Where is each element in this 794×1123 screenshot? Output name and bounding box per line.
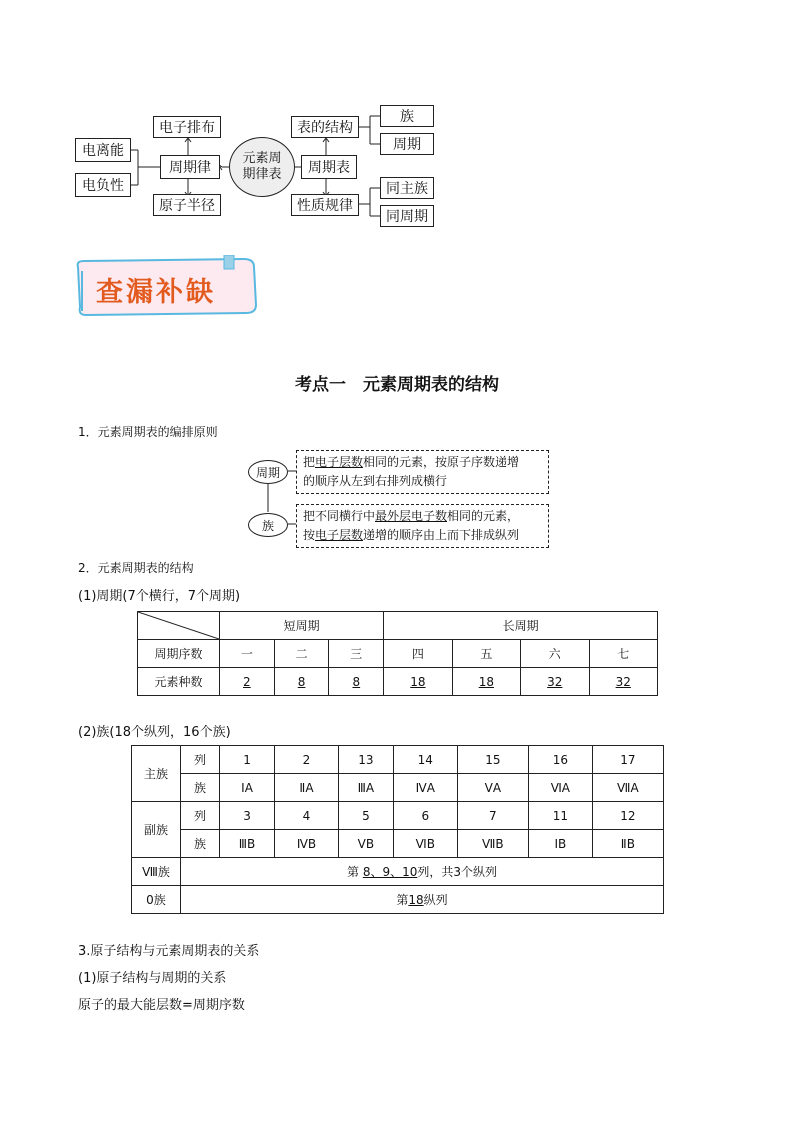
sub-group-col-row bbox=[132, 802, 664, 830]
period-number-row bbox=[138, 640, 658, 668]
main-col-cell: 14 bbox=[393, 746, 457, 774]
period-table-diagonal-cell bbox=[138, 612, 220, 640]
heading-structure-relation: 3.原子结构与元素周期表的关系 bbox=[78, 944, 260, 959]
element-count-cell bbox=[384, 668, 452, 696]
period-number-cell: 三 bbox=[329, 640, 384, 668]
period-number-cell: 二 bbox=[274, 640, 329, 668]
group-table bbox=[131, 745, 664, 914]
element-count-value: 8 bbox=[297, 674, 306, 689]
period-number-cell: 一 bbox=[220, 640, 275, 668]
section-title: 考点一 元素周期表的结构 bbox=[295, 375, 499, 395]
main-col-cell: 17 bbox=[592, 746, 663, 774]
mindmap-node-periodic-law: 周期律 bbox=[160, 155, 220, 179]
main-group-cell: ⅤA bbox=[457, 774, 528, 802]
heading-table-structure: 2．元素周期表的结构 bbox=[78, 561, 194, 575]
group-oval: 族 bbox=[248, 513, 288, 537]
main-group-cell: ⅡA bbox=[275, 774, 339, 802]
mindmap-node-table-structure: 表的结构 bbox=[291, 116, 359, 138]
mindmap-leaf-same-group: 同主族 bbox=[380, 177, 434, 199]
mindmap-center-node bbox=[229, 137, 295, 197]
element-count-row bbox=[138, 668, 658, 696]
diagonal-line bbox=[138, 612, 219, 639]
period-number-cell: 五 bbox=[452, 640, 520, 668]
group-zero-pre: 第 bbox=[396, 893, 409, 907]
heading-arrangement-principle: 1．元素周期表的编排原则 bbox=[78, 425, 218, 439]
mindmap-node-ionization-energy: 电离能 bbox=[75, 138, 131, 162]
mindmap-leaf-group: 族 bbox=[380, 105, 434, 127]
period-intro: (1)周期(7个横行，7个周期) bbox=[78, 589, 241, 604]
banner-title: 查漏补缺 bbox=[96, 277, 216, 308]
main-group-cell: ⅥA bbox=[528, 774, 592, 802]
sub-group-cell: ⅤB bbox=[338, 830, 393, 858]
col-label: 列 bbox=[181, 746, 220, 774]
mindmap-node-electronegativity: 电负性 bbox=[75, 173, 131, 197]
main-group-cell: ⅣA bbox=[393, 774, 457, 802]
sub-col-cell: 11 bbox=[528, 802, 592, 830]
group-viii-label: Ⅷ族 bbox=[132, 858, 181, 886]
group-viii-pre: 第 bbox=[346, 865, 363, 879]
group-rule-underlined-1: 最外层电子数 bbox=[375, 509, 448, 523]
group-zero-desc bbox=[181, 886, 664, 914]
mindmap-node-electron-config: 电子排布 bbox=[153, 116, 221, 138]
group-zero-post: 纵列 bbox=[423, 893, 448, 907]
group-label: 族 bbox=[181, 774, 220, 802]
sub-col-cell: 6 bbox=[393, 802, 457, 830]
group-rule-underlined-2: 电子层数 bbox=[315, 528, 364, 542]
period-number-cell: 六 bbox=[521, 640, 589, 668]
sub-col-cell: 7 bbox=[457, 802, 528, 830]
group-zero-row bbox=[132, 886, 664, 914]
element-count-value: 32 bbox=[547, 674, 563, 689]
group-label: 族 bbox=[181, 830, 220, 858]
sub-group-name-row bbox=[132, 830, 664, 858]
main-group-name-row bbox=[132, 774, 664, 802]
group-zero-column: 18 bbox=[408, 893, 424, 907]
sub-group-cell: ⅣB bbox=[275, 830, 339, 858]
sub-group-cell: ⅢB bbox=[220, 830, 275, 858]
mindmap-node-periodic-table: 周期表 bbox=[301, 155, 357, 179]
element-count-label: 元素种数 bbox=[138, 668, 220, 696]
main-group-label: 主族 bbox=[132, 746, 181, 802]
element-count-value: 2 bbox=[243, 674, 251, 689]
group-rule-line2: 递增的顺序由上而下排成纵列 bbox=[363, 528, 520, 542]
period-table-header-row bbox=[138, 612, 658, 640]
subheading-structure-period: (1)原子结构与周期的关系 bbox=[78, 971, 227, 986]
period-number-cell: 七 bbox=[589, 640, 657, 668]
group-viii-post: 列，共3个纵列 bbox=[417, 865, 497, 879]
sub-col-cell: 5 bbox=[338, 802, 393, 830]
period-rule-pre: 把 bbox=[303, 455, 316, 469]
main-col-cell: 13 bbox=[338, 746, 393, 774]
element-count-value: 32 bbox=[615, 674, 631, 689]
mindmap-leaf-period: 周期 bbox=[380, 133, 434, 155]
element-count-value: 18 bbox=[410, 674, 426, 689]
period-rule-underlined: 电子层数 bbox=[315, 455, 364, 469]
main-group-cell: ⅠA bbox=[220, 774, 275, 802]
group-rule-pre2: 按 bbox=[303, 528, 316, 542]
main-group-cell: ⅢA bbox=[338, 774, 393, 802]
element-count-cell bbox=[589, 668, 657, 696]
mindmap-leaf-same-period: 同周期 bbox=[380, 205, 434, 227]
sub-col-cell: 12 bbox=[592, 802, 663, 830]
element-count-cell bbox=[220, 668, 275, 696]
long-period-header: 长周期 bbox=[384, 612, 658, 640]
mindmap-center-line2: 期律表 bbox=[242, 167, 282, 182]
group-rule-box bbox=[296, 504, 549, 548]
sub-group-cell: ⅦB bbox=[457, 830, 528, 858]
sub-group-label: 副族 bbox=[132, 802, 181, 858]
sub-col-cell: 3 bbox=[220, 802, 275, 830]
group-rule-pre: 把不同横行中 bbox=[303, 509, 376, 523]
sub-col-cell: 4 bbox=[275, 802, 339, 830]
group-zero-label: 0族 bbox=[132, 886, 181, 914]
group-viii-row bbox=[132, 858, 664, 886]
period-number-cell: 四 bbox=[384, 640, 452, 668]
sub-group-cell: ⅥB bbox=[393, 830, 457, 858]
mindmap-node-property-rules: 性质规律 bbox=[291, 194, 359, 216]
period-rule-mid: 相同的元素，按原子序数递增 bbox=[363, 455, 520, 469]
period-number-label: 周期序数 bbox=[138, 640, 220, 668]
main-col-cell: 15 bbox=[457, 746, 528, 774]
group-viii-columns: 8、9、10 bbox=[362, 865, 418, 879]
main-col-cell: 1 bbox=[220, 746, 275, 774]
period-rule-box bbox=[296, 450, 549, 494]
element-count-value: 8 bbox=[352, 674, 361, 689]
sub-group-cell: ⅡB bbox=[592, 830, 663, 858]
period-table bbox=[137, 611, 658, 696]
group-rule-mid: 相同的元素， bbox=[447, 509, 520, 523]
main-group-cell: ⅦA bbox=[592, 774, 663, 802]
element-count-cell bbox=[521, 668, 589, 696]
main-col-cell: 2 bbox=[275, 746, 339, 774]
main-col-cell: 16 bbox=[528, 746, 592, 774]
group-intro: (2)族(18个纵列，16个族) bbox=[78, 725, 231, 740]
element-count-cell bbox=[452, 668, 520, 696]
mindmap-center-line1: 元素周 bbox=[242, 151, 282, 166]
period-oval: 周期 bbox=[248, 460, 288, 484]
sub-group-cell: ⅠB bbox=[528, 830, 592, 858]
short-period-header: 短周期 bbox=[220, 612, 384, 640]
main-group-col-row bbox=[132, 746, 664, 774]
mindmap-node-atomic-radius: 原子半径 bbox=[153, 194, 221, 216]
group-viii-desc bbox=[181, 858, 664, 886]
element-count-cell bbox=[329, 668, 384, 696]
element-count-value: 18 bbox=[478, 674, 494, 689]
max-energy-level-statement: 原子的最大能层数=周期序数 bbox=[78, 998, 245, 1013]
period-rule-line2: 的顺序从左到右排列成横行 bbox=[303, 474, 448, 488]
element-count-cell bbox=[274, 668, 329, 696]
col-label: 列 bbox=[181, 802, 220, 830]
